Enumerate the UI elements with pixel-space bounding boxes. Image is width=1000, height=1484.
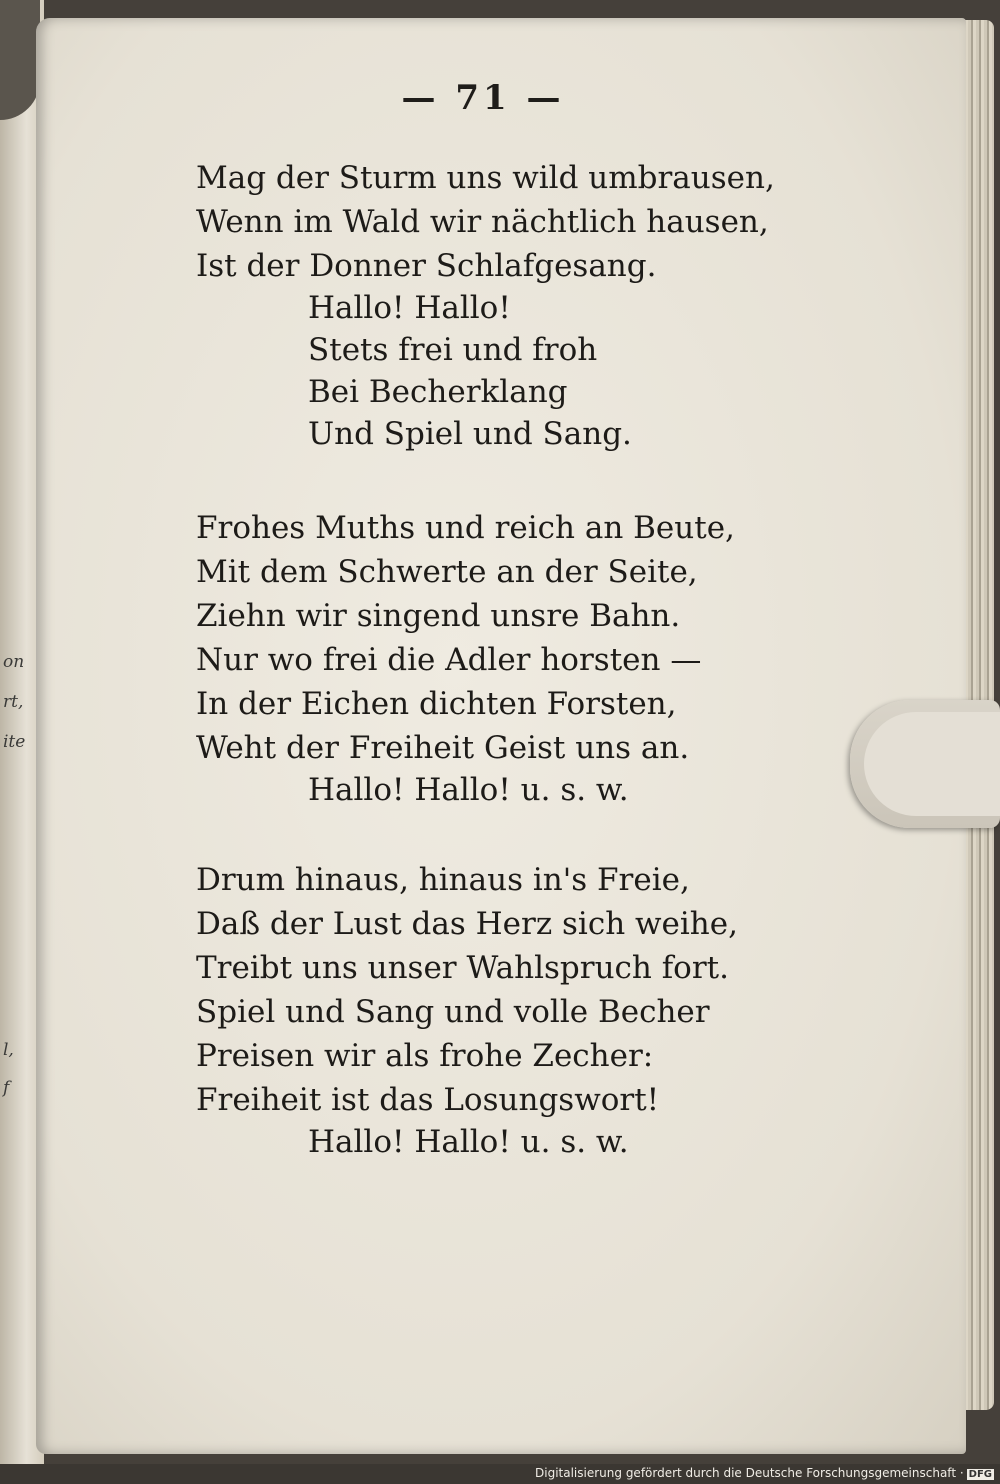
verse-line: Wenn im Wald wir nächtlich hausen,: [196, 204, 769, 240]
verse-line: Mag der Sturm uns wild umbrausen,: [196, 160, 775, 196]
verse-line: Ist der Donner Schlafgesang.: [196, 248, 657, 284]
verse-line: Nur wo frei die Adler horsten —: [196, 642, 702, 678]
credit-text: Digitalisierung gefördert durch die Deutsche Forschungsgemeinschaft ·: [535, 1466, 964, 1480]
facing-page-fragment: rt,: [3, 692, 24, 712]
verse-line: Drum hinaus, hinaus in's Freie,: [196, 862, 690, 898]
verse-line: Preisen wir als frohe Zecher:: [196, 1038, 654, 1074]
page-number: — 71 —: [401, 78, 565, 118]
facing-page-fragment: f: [3, 1078, 10, 1098]
facing-page-fragment: on: [3, 652, 25, 672]
refrain-line: Hallo! Hallo!: [308, 290, 511, 326]
verse-line: Spiel und Sang und volle Becher: [196, 994, 710, 1030]
facing-page-fragment: l,: [3, 1040, 14, 1060]
verse-line: Treibt uns unser Wahlspruch fort.: [196, 950, 729, 986]
refrain-line: Stets frei und froh: [308, 332, 598, 368]
verse-line: Frohes Muths und reich an Beute,: [196, 510, 735, 546]
verse-line: Daß der Lust das Herz sich weihe,: [196, 906, 738, 942]
verse-line: Freiheit ist das Losungswort!: [196, 1082, 660, 1118]
verse-line: Mit dem Schwerte an der Seite,: [196, 554, 698, 590]
verse-line: In der Eichen dichten Forsten,: [196, 686, 677, 722]
facing-page-fragment: ite: [3, 732, 26, 752]
verse-line: Weht der Freiheit Geist uns an.: [196, 730, 690, 766]
verse-line: Ziehn wir singend unsre Bahn.: [196, 598, 681, 634]
refrain-line: Hallo! Hallo! u. s. w.: [308, 1124, 629, 1160]
thumb-index-tab: [850, 700, 1000, 828]
refrain-line: Bei Becherklang: [308, 374, 568, 410]
dfg-logo: DFG: [968, 1469, 992, 1480]
thumb-index-notch: [864, 712, 1000, 816]
digitization-credit: [535, 1466, 994, 1480]
refrain-line: Hallo! Hallo! u. s. w.: [308, 772, 629, 808]
refrain-line: Und Spiel und Sang.: [308, 416, 632, 452]
